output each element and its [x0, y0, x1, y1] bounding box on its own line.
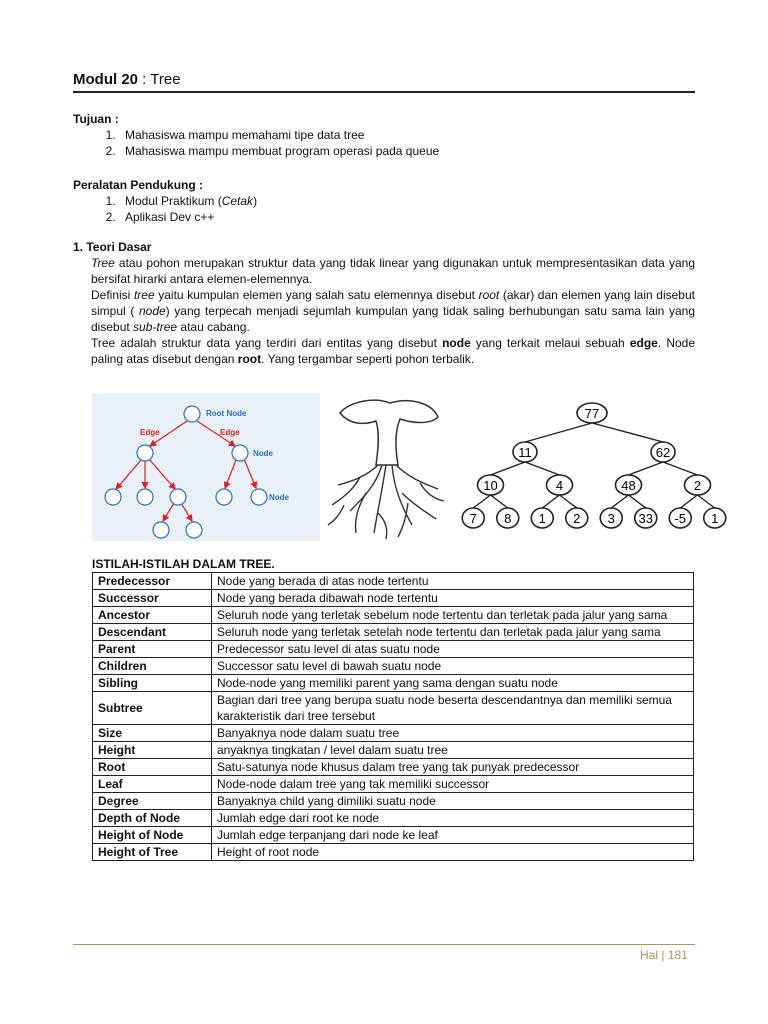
edge-label: Edge [220, 428, 240, 437]
table-row [93, 810, 694, 827]
description-cell [212, 692, 694, 725]
table-row [93, 776, 694, 793]
table-row [93, 827, 694, 844]
term-cell: Successor [93, 590, 212, 607]
page-title [73, 70, 695, 93]
title-topic: : Tree [138, 71, 181, 88]
root-node-circle [184, 406, 200, 422]
table-row [93, 692, 694, 725]
description-cell [212, 573, 694, 590]
tree-node-value: 8 [504, 511, 512, 526]
term-bold: root [237, 352, 262, 366]
description-text: Node-node dalam tree yang tak memiliki successor [217, 777, 490, 791]
tree-node-value: 11 [518, 445, 532, 460]
tree-edge [663, 462, 698, 475]
tree-node-value: 1 [538, 511, 546, 526]
text: . Yang tergambar seperti pohon terbalik. [261, 352, 475, 366]
term-cell: Leaf [93, 776, 212, 793]
table-row [93, 641, 694, 658]
description-text: Node yang berada di atas node tertentu [217, 574, 429, 588]
tree-node-value: 4 [555, 478, 564, 493]
istilah-table [92, 572, 694, 861]
footer-rule [73, 944, 695, 945]
table-row [93, 675, 694, 692]
tree-node-value: 2 [573, 511, 581, 526]
description-cell [212, 725, 694, 742]
description-text: Satu-satunya node khusus dalam tree yang tak punyak predecessor [217, 760, 580, 774]
term-italic: node [138, 304, 166, 318]
description-cell [212, 607, 694, 624]
description-text: Height of root node [217, 845, 320, 859]
tujuan-section [73, 111, 695, 159]
node-circle [137, 445, 153, 461]
tree-edge [629, 462, 664, 475]
node-label: Node [269, 493, 289, 502]
table-row [93, 607, 694, 624]
numeric-tree-svg [456, 399, 732, 539]
description-text: Banyaknya node dalam suatu tree [217, 726, 400, 740]
node-circle [105, 489, 121, 505]
text: Definisi [91, 288, 134, 302]
table-row [93, 573, 694, 590]
term-italic: sub-tree [133, 320, 178, 334]
teori-paragraph [91, 287, 695, 335]
term-italic: root [478, 288, 500, 302]
teori-paragraph [91, 335, 695, 367]
tree-edge [525, 462, 560, 475]
term-cell: Degree [93, 793, 212, 810]
node-circle [186, 522, 202, 538]
istilah-heading: ISTILAH-ISTILAH DALAM TREE. [92, 557, 275, 571]
tree-node-value: -5 [674, 511, 687, 526]
term-cell: Height of Tree [93, 844, 212, 861]
term-italic: Tree [91, 256, 115, 270]
tree-edge [525, 423, 592, 442]
term-cell: Size [93, 725, 212, 742]
term-cell: Parent [93, 641, 212, 658]
tree-edge [473, 495, 490, 508]
tree-node-value: 2 [693, 478, 702, 493]
term-bold: edge [629, 336, 658, 350]
term-cell: Root [93, 759, 212, 776]
text: yang terkait melaui sebuah [470, 336, 630, 350]
peralatan-item-italic: Cetak [221, 194, 254, 208]
description-text: Node-node yang memiliki parent yang sama dengan suatu node [217, 676, 558, 690]
text: Tree adalah struktur data yang terdiri dari entitas yang disebut [91, 336, 443, 350]
tree-node-value: 1 [711, 511, 719, 526]
term-cell: Height [93, 742, 212, 759]
text: ) yang terpecah menjadi sejumlah kumpulan yang tidak saling berhubungan satu sama lain yang disebut [91, 304, 696, 334]
description-text: Jumlah edge dari root ke node [217, 811, 380, 825]
peralatan-item-text: Modul Praktikum ( [125, 194, 222, 208]
description-text: Seluruh node yang terletak setelah node tertentu dan terletak pada jalur yang sama [217, 625, 661, 639]
tree-node-value: 3 [607, 511, 615, 526]
node-circle [232, 445, 248, 461]
text: . Node paling atas disebut dengan [91, 336, 696, 366]
peralatan-item: 2. Aplikasi Dev c++ [119, 209, 695, 225]
term-cell: Subtree [93, 692, 212, 725]
tree-edge [592, 423, 663, 442]
title-module-number: Modul 20 [73, 71, 139, 88]
description-text: Bagian dari tree yang berupa suatu node beserta descendantnya dan memiliki semua [217, 693, 672, 707]
inverted-tree-svg [320, 393, 450, 541]
tree-figures [92, 393, 732, 543]
term-cell: Height of Node [93, 827, 212, 844]
table-row [93, 793, 694, 810]
tree-edge [680, 495, 697, 508]
term-italic: tree [133, 288, 155, 302]
tree-node-value: 7 [469, 511, 477, 526]
tree-node-value: 48 [621, 478, 636, 493]
tujuan-item: 1. Mahasiswa mampu memahami tipe data tree [119, 127, 695, 143]
tree-edge [542, 495, 559, 508]
tree-node-value: 77 [584, 406, 600, 421]
description-cell [212, 827, 694, 844]
description-cell [212, 776, 694, 793]
description-text: anyaknya tingkatan / level dalam suatu tree [217, 743, 448, 757]
tree-node-value: 10 [483, 478, 498, 493]
node-circle [153, 522, 169, 538]
tree-edge [629, 495, 646, 508]
description-text: Banyaknya child yang dimiliki suatu node [217, 794, 436, 808]
description-text: karakteristik dari tree tersebut [217, 709, 376, 723]
description-text: Jumlah edge terpanjang dari node ke leaf [217, 828, 438, 842]
description-cell [212, 675, 694, 692]
term-cell: Depth of Node [93, 810, 212, 827]
peralatan-item [119, 193, 695, 209]
tree-edge [560, 495, 577, 508]
table-row [93, 759, 694, 776]
node-circle [137, 489, 153, 505]
tree-edge [491, 495, 508, 508]
term-cell: Descendant [93, 624, 212, 641]
text: yaitu kumpulan elemen yang salah satu elemennya disebut [154, 288, 479, 302]
peralatan-item-text: ) [253, 194, 258, 208]
description-cell [212, 844, 694, 861]
tree-edge [491, 462, 526, 475]
node-label: Node [253, 449, 273, 458]
table-row [93, 590, 694, 607]
description-cell [212, 793, 694, 810]
description-text: Seluruh node yang terletak sebelum node tertentu dan terletak pada jalur yang sama [217, 608, 668, 622]
table-row [93, 725, 694, 742]
peralatan-heading: Peralatan Pendukung : [73, 178, 204, 192]
description-cell [212, 641, 694, 658]
term-cell: Children [93, 658, 212, 675]
description-text: Predecessor satu level di atas suatu node [217, 642, 440, 656]
inverted-tree-illustration [320, 393, 450, 541]
description-cell [212, 624, 694, 641]
text: (akar) dan elemen yang lain disebut simpul ( [91, 288, 695, 318]
node-circle [216, 489, 232, 505]
table-row [93, 844, 694, 861]
table-row [93, 624, 694, 641]
tujuan-item: 2. Mahasiswa mampu membuat program operasi pada queue [119, 143, 695, 159]
description-cell [212, 810, 694, 827]
table-row [93, 658, 694, 675]
description-cell [212, 759, 694, 776]
peralatan-section [73, 177, 695, 225]
text: atau cabang. [177, 320, 250, 334]
description-text: Successor satu level di bawah suatu node [217, 659, 442, 673]
term-cell: Ancestor [93, 607, 212, 624]
teori-heading: 1. Teori Dasar [73, 240, 152, 254]
tree-node-value: 33 [638, 511, 653, 526]
tree-edge [611, 495, 628, 508]
tree-edge [698, 495, 715, 508]
page-number: Hal | 181 [640, 948, 688, 962]
table-row [93, 742, 694, 759]
node-circle [251, 489, 267, 505]
term-bold: node [442, 336, 471, 350]
teori-paragraph [91, 255, 695, 287]
term-cell: Sibling [93, 675, 212, 692]
node-circle [170, 489, 186, 505]
document-body [73, 70, 695, 367]
description-cell [212, 590, 694, 607]
root-node-label: Root Node [206, 409, 247, 418]
text: atau pohon merupakan struktur data yang tidak linear yang digunakan untuk mempresentasikan data yang bersifat hirarki antara elemen-elemennya. [91, 256, 695, 286]
numeric-binary-tree [456, 399, 732, 539]
teori-section [73, 239, 695, 367]
tujuan-heading: Tujuan : [73, 112, 119, 126]
labeled-tree-svg [92, 393, 320, 541]
description-cell [212, 658, 694, 675]
term-cell: Predecessor [93, 573, 212, 590]
description-cell [212, 742, 694, 759]
description-text: Node yang berada dibawah node tertentu [217, 591, 438, 605]
tree-node-value: 62 [655, 445, 671, 460]
edge-label: Edge [140, 428, 160, 437]
